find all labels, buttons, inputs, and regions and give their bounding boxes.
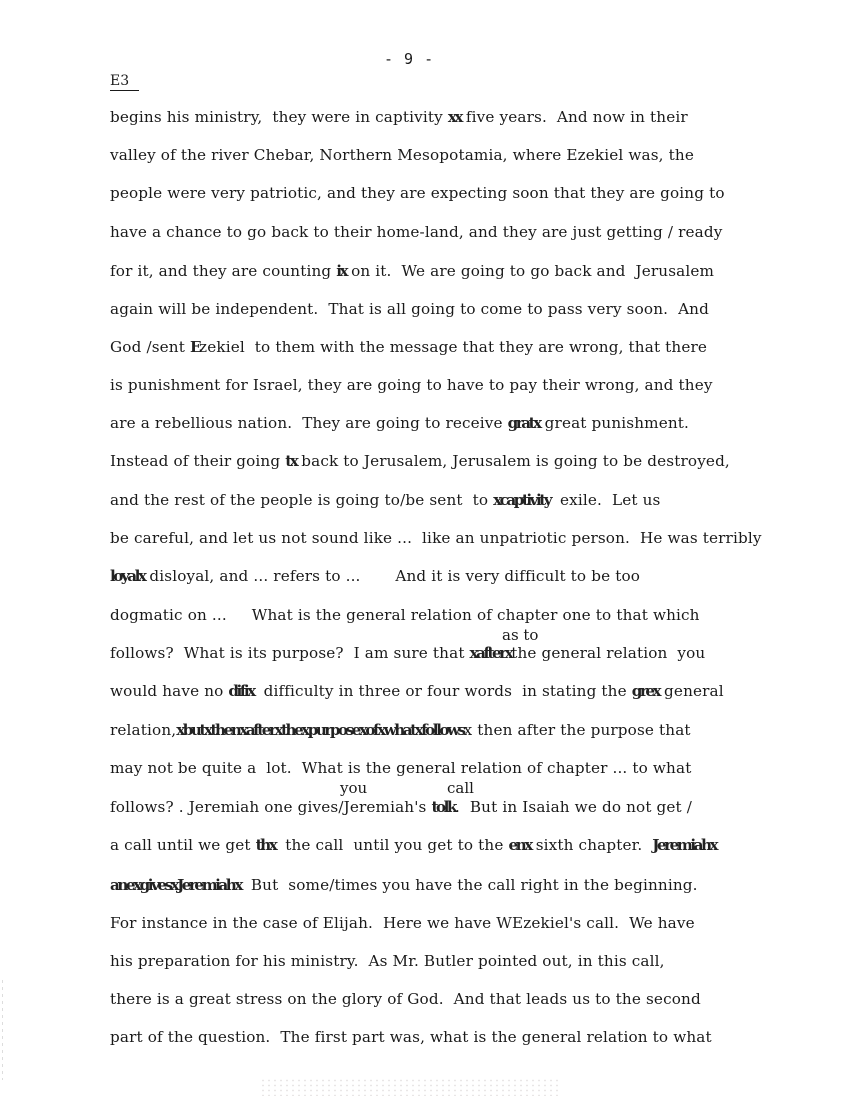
text-line (110, 262, 714, 280)
text-line (110, 184, 725, 202)
typed-text: people were very patriotic, and they are expecting soon that they are going to (110, 184, 725, 202)
typed-text: For instance in the case of Elijah. Here we have (110, 914, 497, 932)
typed-text: for it, and they are counting (110, 262, 337, 280)
typed-text: difficulty in three or four words in stating the (253, 682, 632, 700)
text-line (110, 338, 707, 356)
struck-out-text: Jeremiahx (652, 836, 717, 854)
typed-text: is punishment for Israel, they are going to have to pay their wrong, and they (110, 376, 713, 394)
typed-text: relation, (110, 721, 177, 739)
text-line (110, 1028, 712, 1046)
text-line (110, 759, 691, 777)
struck-out-text: tolk (431, 798, 455, 816)
typed-text: ready (673, 223, 723, 241)
typed-text: great punishment. (539, 414, 690, 432)
text-line (110, 682, 724, 700)
typed-text: times you have the call right in the beginning. (334, 876, 698, 894)
typed-text: sixth chapter. (530, 836, 653, 854)
typed-text: zekiel to them with the message that they are wrong, that there (199, 338, 708, 356)
interlinear-insert: as to (502, 626, 539, 644)
typed-text: be careful, and let us not sound like ... like an unpatriotic person. He was terribly (110, 529, 762, 547)
struck-out-text: E (189, 338, 200, 356)
text-line (110, 914, 695, 932)
text-line (110, 721, 691, 739)
typed-text: But some (240, 876, 330, 894)
struck-out-text: gratx (507, 414, 540, 432)
typed-text: five years. And now in their (460, 108, 688, 126)
struck-out-text: xafterx (469, 644, 512, 662)
typed-text: sent (151, 338, 190, 356)
typed-text: on it. We are going to go back and Jerusalem (346, 262, 715, 280)
typed-text: . But in Isaiah we do not get (454, 798, 687, 816)
struck-out-text: thx (255, 836, 276, 854)
text-line (110, 108, 688, 126)
typed-text: may not be quite a lot. What is the general relation of chapter ... to what (110, 759, 692, 777)
typed-text: follows? . Jeremiah one gives (110, 798, 339, 816)
interlinear-insert: call (447, 779, 474, 797)
typed-text: the general relation you (511, 644, 706, 662)
typed-text: part of the question. The first part was, what is the general relation to what (110, 1028, 712, 1046)
text-line (110, 414, 689, 432)
text-line (110, 146, 694, 164)
text-line (110, 990, 701, 1008)
struck-out-text: ix (336, 262, 347, 280)
struck-out-text: xcaptivity (493, 491, 551, 509)
struck-out-text: difix (228, 682, 254, 700)
text-line (110, 223, 722, 241)
typed-text: Jeremiah's (343, 798, 432, 816)
text-line (110, 529, 762, 547)
typed-text: his preparation for his ministry. As Mr. Butler pointed out, in this call, (110, 952, 665, 970)
text-line (110, 376, 713, 394)
typed-text: God (110, 338, 147, 356)
typed-text: have a chance to go back to their home-land, and they are just getting (110, 223, 668, 241)
typed-text: would have no (110, 682, 229, 700)
typed-text: Instead of their going (110, 452, 286, 470)
typed-text: x then after the purpose that (463, 721, 691, 739)
typed-text: again will be independent. That is all going to come to pass very soon. And (110, 300, 709, 318)
struck-out-text: loyalx (110, 567, 145, 585)
typed-text: begins his ministry, they were in captivity (110, 108, 448, 126)
text-line (110, 644, 705, 662)
text-line (110, 836, 716, 854)
struck-out-text: anexgivesxJeremiahx (110, 876, 241, 894)
scan-speckle (260, 1078, 560, 1096)
overstrike-mark: / (329, 876, 335, 894)
struck-out-text: xx (447, 108, 461, 126)
typed-text: and the rest of the people is going to (110, 491, 401, 509)
text-line (110, 876, 698, 894)
page-number: - 9 - (384, 50, 435, 68)
scan-edge-mark (2, 980, 3, 1080)
interlinear-insert: you (340, 779, 368, 797)
typed-text: dogmatic on ... What is the general relation of chapter one to that which (110, 606, 700, 624)
typed-text: valley of the river Chebar, Northern Mesopotamia, where Ezekiel was, the (110, 146, 694, 164)
typed-text: disloyal, and ... refers to ... And it is very difficult to be too (144, 567, 641, 585)
text-line (110, 300, 709, 318)
overstrike-mark: / (400, 491, 406, 509)
overstrike-mark: / (667, 223, 674, 241)
text-line (110, 606, 700, 624)
text-line (110, 491, 660, 509)
text-line (110, 567, 640, 585)
typed-text: back to Jerusalem, Jerusalem is going to be destroyed, (296, 452, 730, 470)
text-line (110, 952, 665, 970)
overstrike-mark: W (496, 914, 513, 932)
typed-text: general (659, 682, 724, 700)
struck-out-text: tx (285, 452, 297, 470)
text-line (110, 798, 692, 816)
typed-text: are a rebellious nation. They are going to receive (110, 414, 508, 432)
typed-text: the call until you get to the (275, 836, 509, 854)
text-line (110, 452, 730, 470)
typed-text: there is a great stress on the glory of God. And that leads us to the second (110, 990, 701, 1008)
struck-out-text: grex (631, 682, 660, 700)
overstrike-mark: / (338, 798, 344, 816)
overstrike-mark: / (686, 798, 693, 816)
typed-text: follows? What is its purpose? I am sure that (110, 644, 470, 662)
typed-text: a call until we get (110, 836, 256, 854)
typed-text: exile. Let us (550, 491, 661, 509)
typed-text: Ezekiel's call. We have (512, 914, 695, 932)
overstrike-mark: / (146, 338, 152, 356)
struck-out-text: xbutxthenxafterxthexpurposexofxwhatxfollows (176, 721, 464, 739)
struck-out-text: enx (508, 836, 531, 854)
typed-text: be sent to (405, 491, 494, 509)
section-label: E3 (110, 73, 139, 91)
